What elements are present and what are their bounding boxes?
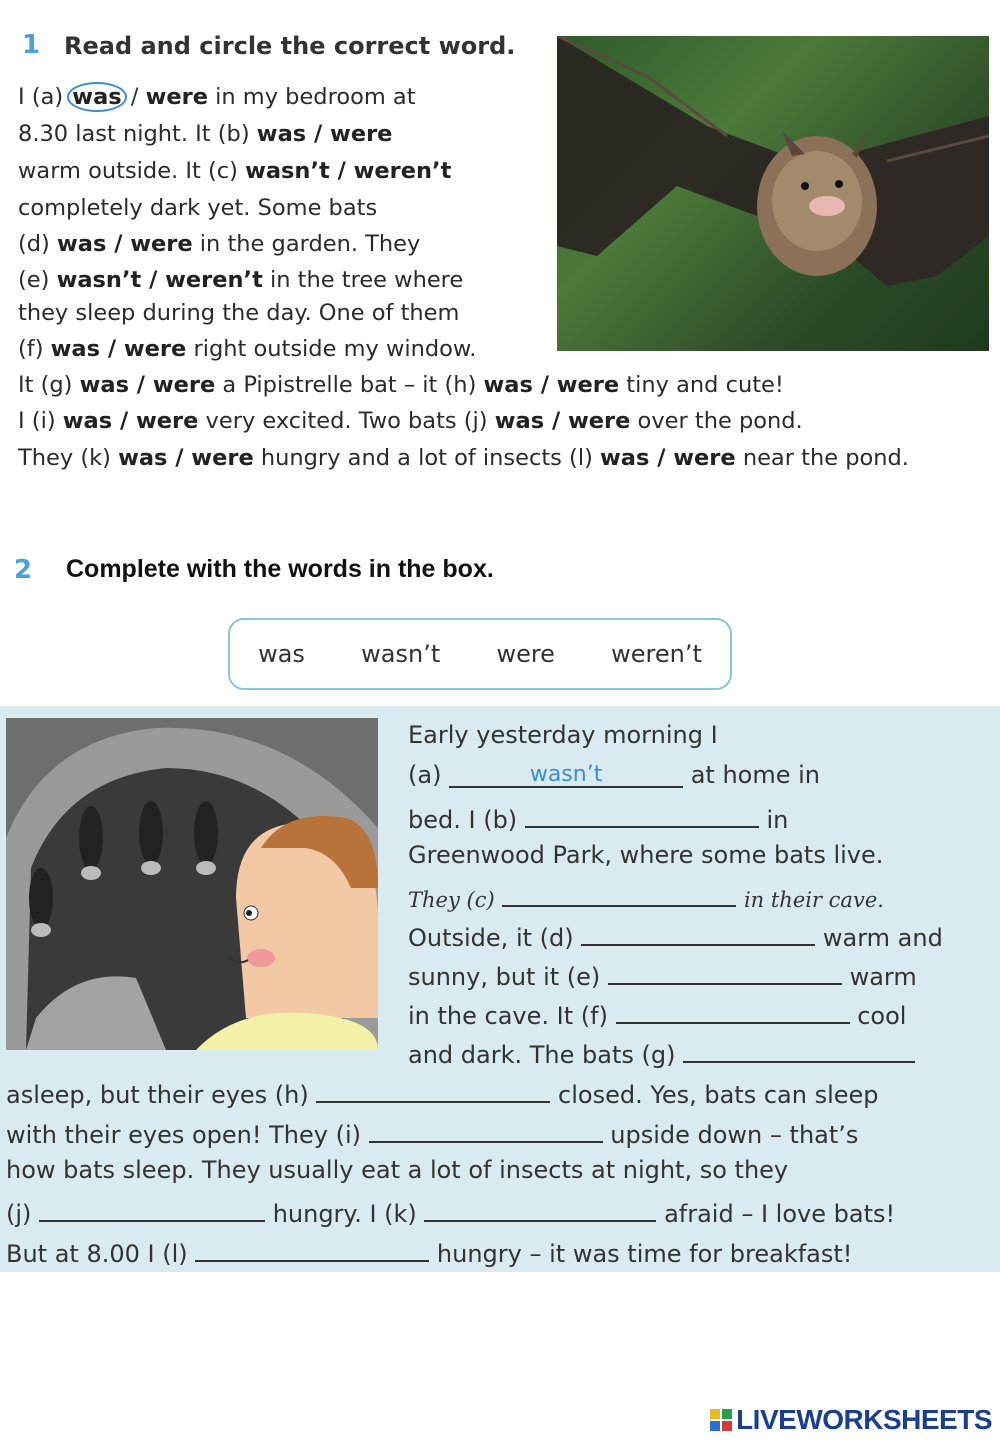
word-box-item: were — [496, 640, 555, 668]
liveworksheets-logo[interactable]: LIVEWORKSHEETS — [710, 1404, 992, 1438]
ex1-line-5: (d) was / were in the garden. They — [18, 231, 421, 257]
ex1-line-1: I (a) was / were in my bedroom at — [18, 84, 416, 110]
liveworksheets-logo-icon — [710, 1406, 732, 1438]
option-h[interactable]: was / were — [483, 372, 620, 398]
ex1-line-6: (e) wasn’t / weren’t in the tree where — [18, 267, 464, 293]
blank-g[interactable] — [683, 1035, 915, 1063]
exercise-1-number: 1 — [22, 30, 41, 60]
bat-illustration — [557, 36, 989, 351]
ex1-line-9: It (g) was / were a Pipistrelle bat – it (h) was / were tiny and cute! — [18, 372, 784, 398]
blank-h[interactable] — [316, 1075, 550, 1103]
exercise-2-title: Complete with the words in the box. — [66, 555, 494, 583]
blank-f[interactable] — [616, 996, 850, 1024]
option-f[interactable]: was / were — [50, 336, 187, 362]
story-line-2: (a) wasn’t at home in — [408, 761, 821, 789]
ex1-line-10: I (i) was / were very excited. Two bats (j) was / were over the pond. — [18, 408, 803, 434]
bat-photo — [557, 36, 989, 351]
exercise-2-number: 2 — [14, 555, 33, 585]
blank-d[interactable] — [581, 918, 815, 946]
story-line-7: sunny, but it (e) warm — [408, 957, 917, 992]
ex1-line-2: 8.30 last night. It (b) was / were — [18, 121, 393, 147]
ex1-line-8: (f) was / were right outside my window. — [18, 336, 477, 362]
story-line-13: (j) hungry. I (k) afraid – I love bats! — [6, 1194, 895, 1229]
story-line-11: with their eyes open! They (i) upside down – that’s — [6, 1115, 858, 1150]
blank-b[interactable] — [525, 800, 759, 828]
ex1-line-3: warm outside. It (c) wasn’t / weren’t — [18, 158, 452, 184]
story-line-10: asleep, but their eyes (h) closed. Yes, bats can sleep — [6, 1075, 879, 1110]
story-line-3: bed. I (b) in — [408, 800, 788, 835]
blank-i[interactable] — [369, 1115, 603, 1143]
exercise-1-title: Read and circle the correct word. — [64, 32, 516, 60]
option-j[interactable]: was / were — [494, 408, 631, 434]
option-c[interactable]: wasn’t / weren’t — [245, 158, 452, 184]
ex1-line-4: completely dark yet. Some bats — [18, 195, 378, 221]
word-box-item: weren’t — [611, 640, 702, 668]
option-b[interactable]: was / were — [256, 121, 393, 147]
blank-c[interactable] — [502, 879, 736, 907]
option-g[interactable]: was / were — [79, 372, 216, 398]
option-were[interactable]: were — [145, 84, 208, 110]
word-box-item: wasn’t — [361, 640, 441, 668]
option-d[interactable]: was / were — [57, 231, 193, 257]
blank-l[interactable] — [195, 1234, 429, 1262]
word-box — [228, 618, 732, 690]
option-l[interactable]: was / were — [600, 445, 736, 471]
story-line-14: But at 8.00 I (l) hungry – it was time for breakfast! — [6, 1234, 852, 1269]
story-line-1: Early yesterday morning I — [408, 721, 718, 749]
ex1-line-7: they sleep during the day. One of them — [18, 300, 460, 326]
cave-boy-illustration — [6, 718, 378, 1050]
ex1-line-11: They (k) was / were hungry and a lot of insects (l) was / were near the pond. — [18, 445, 909, 471]
story-line-9: and dark. The bats (g) — [408, 1035, 915, 1070]
circled-answer-was[interactable]: was — [67, 82, 126, 112]
blank-a[interactable] — [449, 760, 683, 788]
story-line-6: Outside, it (d) warm and — [408, 918, 943, 953]
option-i[interactable]: was / were — [62, 408, 199, 434]
story-line-5: They (c) in their cave. — [408, 879, 884, 915]
answer-a: wasn’t — [529, 762, 603, 787]
option-e[interactable]: wasn’t / weren’t — [56, 267, 263, 293]
story-line-12: how bats sleep. They usually eat a lot of insects at night, so they — [6, 1156, 789, 1184]
blank-k[interactable] — [424, 1194, 656, 1222]
blank-e[interactable] — [608, 957, 842, 985]
story-line-8: in the cave. It (f) cool — [408, 996, 906, 1031]
option-k[interactable]: was / were — [118, 445, 254, 471]
story-line-4: Greenwood Park, where some bats live. — [408, 841, 884, 869]
word-box-item: was — [258, 640, 305, 668]
blank-j[interactable] — [39, 1194, 265, 1222]
cave-illustration — [6, 718, 378, 1050]
